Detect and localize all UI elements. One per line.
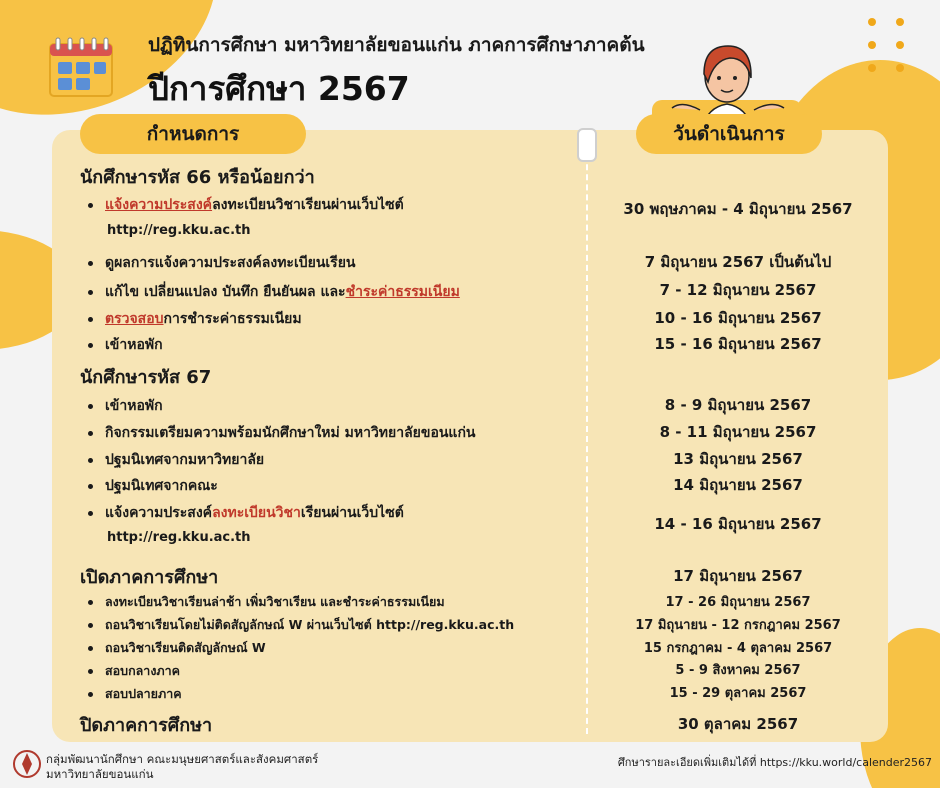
section-title: นักศึกษารหัส 66 หรือน้อยกว่า bbox=[80, 167, 315, 188]
bullet-icon bbox=[88, 290, 93, 295]
item-date: 7 มิถุนายน 2567 เป็นต้นไป bbox=[644, 253, 832, 271]
item-date: 15 - 29 ตุลาคม 2567 bbox=[669, 686, 807, 701]
column-header-schedule: กำหนดการ bbox=[80, 114, 306, 154]
item-text: เรียนผ่านเว็บไซต์ bbox=[300, 505, 404, 521]
list-item bbox=[88, 395, 163, 417]
item-text: ลงทะเบียนวิชาเรียนผ่านเว็บไซต์ bbox=[212, 197, 404, 213]
bullet-icon bbox=[88, 646, 93, 651]
highlight-text: ลงทะเบียนวิชา bbox=[212, 505, 301, 521]
list-item bbox=[88, 502, 404, 524]
item-text: แจ้งความประสงค์ bbox=[105, 505, 213, 521]
list-item bbox=[88, 449, 264, 471]
list-item bbox=[88, 661, 180, 681]
highlight-link[interactable]: แจ้งความประสงค์ bbox=[105, 197, 213, 213]
item-text: ถอนวิชาเรียนติดสัญลักษณ์ W bbox=[105, 640, 266, 655]
column-header-date: วันดำเนินการ bbox=[636, 114, 822, 154]
university-seal-icon bbox=[12, 746, 42, 782]
item-date: 14 มิถุนายน 2567 bbox=[673, 476, 803, 494]
bullet-icon bbox=[88, 600, 93, 605]
footer-org-line1: กลุ่มพัฒนานักศึกษา คณะมนุษยศาสตร์และสังคมศาสตร์ bbox=[46, 752, 319, 766]
item-date: 15 - 16 มิถุนายน 2567 bbox=[654, 335, 822, 353]
item-text: เข้าหอพัก bbox=[105, 337, 163, 353]
calendar-icon bbox=[46, 36, 122, 100]
list-item bbox=[88, 281, 460, 303]
section-title: ปิดภาคการศึกษา bbox=[80, 715, 213, 736]
item-url[interactable]: http://reg.kku.ac.th bbox=[107, 223, 251, 238]
list-item bbox=[88, 684, 182, 704]
item-date: 7 - 12 มิถุนายน 2567 bbox=[659, 281, 817, 299]
list-item bbox=[88, 334, 163, 356]
decor-dots bbox=[868, 18, 904, 72]
bullet-icon bbox=[88, 203, 93, 208]
bullet-icon bbox=[88, 511, 93, 516]
item-text: แก้ไข เปลี่ยนแปลง บันทึก ยืนยันผล และ bbox=[105, 284, 346, 300]
item-url[interactable]: http://reg.kku.ac.th bbox=[107, 530, 251, 545]
item-date: 14 - 16 มิถุนายน 2567 bbox=[654, 515, 822, 533]
item-text: ลงทะเบียนวิชาเรียนล่าช้า เพิ่มวิชาเรียน และชำระค่าธรรมเนียม bbox=[105, 594, 445, 609]
item-text: ปฐมนิเทศจากคณะ bbox=[105, 478, 218, 494]
item-text: กิจกรรมเตรียมความพร้อมนักศึกษาใหม่ มหาวิทยาลัยขอนแก่น bbox=[105, 425, 476, 441]
list-item bbox=[88, 638, 266, 658]
highlight-link[interactable]: ตรวจสอบ bbox=[105, 311, 164, 327]
list-item bbox=[88, 422, 476, 444]
item-date: 8 - 11 มิถุนายน 2567 bbox=[659, 423, 817, 441]
item-date: 30 พฤษภาคม - 4 มิถุนายน 2567 bbox=[623, 200, 853, 218]
list-item bbox=[88, 252, 355, 274]
page-year: ปีการศึกษา 2567 bbox=[148, 69, 410, 108]
item-date: 17 - 26 มิถุนายน 2567 bbox=[665, 595, 811, 610]
list-item bbox=[88, 615, 514, 635]
item-text: การชำระค่าธรรมเนียม bbox=[163, 311, 302, 327]
bullet-icon bbox=[88, 404, 93, 409]
list-item bbox=[88, 475, 218, 497]
highlight-link[interactable]: ชำระค่าธรรมเนียม bbox=[345, 284, 460, 300]
footer-more-info[interactable]: ศึกษารายละเอียดเพิ่มเติมได้ที่ https://kku.world/calender2567 bbox=[617, 756, 932, 769]
footer-org-line2: มหาวิทยาลัยขอนแก่น bbox=[46, 767, 154, 781]
item-date: 5 - 9 สิงหาคม 2567 bbox=[675, 663, 801, 678]
item-text: เข้าหอพัก bbox=[105, 398, 163, 414]
bullet-icon bbox=[88, 484, 93, 489]
section-date: 30 ตุลาคม 2567 bbox=[677, 715, 799, 733]
bullet-icon bbox=[88, 692, 93, 697]
zipper-pull-icon bbox=[577, 128, 597, 162]
bullet-icon bbox=[88, 431, 93, 436]
list-item bbox=[88, 194, 404, 216]
item-date: 8 - 9 มิถุนายน 2567 bbox=[664, 396, 812, 414]
item-text: ดูผลการแจ้งความประสงค์ลงทะเบียนเรียน bbox=[105, 255, 356, 271]
list-item bbox=[88, 308, 302, 330]
item-date: 10 - 16 มิถุนายน 2567 bbox=[654, 309, 822, 327]
bullet-icon bbox=[88, 623, 93, 628]
item-date: 15 กรกฎาคม - 4 ตุลาคม 2567 bbox=[643, 641, 833, 656]
item-text: สอบปลายภาค bbox=[105, 686, 182, 701]
bullet-icon bbox=[88, 669, 93, 674]
section-date: 17 มิถุนายน 2567 bbox=[673, 567, 803, 585]
list-item bbox=[88, 592, 445, 612]
item-text: ปฐมนิเทศจากมหาวิทยาลัย bbox=[105, 452, 265, 468]
bullet-icon bbox=[88, 458, 93, 463]
item-text: สอบกลางภาค bbox=[105, 663, 181, 678]
section-title: นักศึกษารหัส 67 bbox=[80, 367, 212, 388]
bullet-icon bbox=[88, 261, 93, 266]
item-text: ถอนวิชาเรียนโดยไม่ติดสัญลักษณ์ W ผ่านเว็บไซต์ http://reg.kku.ac.th bbox=[105, 617, 515, 632]
footer-organization bbox=[46, 752, 318, 782]
item-date: 13 มิถุนายน 2567 bbox=[673, 450, 803, 468]
item-date: 17 มิถุนายน - 12 กรกฎาคม 2567 bbox=[635, 618, 841, 633]
bullet-icon bbox=[88, 317, 93, 322]
bullet-icon bbox=[88, 343, 93, 348]
page-title: ปฏิทินการศึกษา มหาวิทยาลัยขอนแก่น ภาคการศึกษาภาคต้น bbox=[148, 34, 645, 56]
section-title: เปิดภาคการศึกษา bbox=[80, 567, 219, 588]
